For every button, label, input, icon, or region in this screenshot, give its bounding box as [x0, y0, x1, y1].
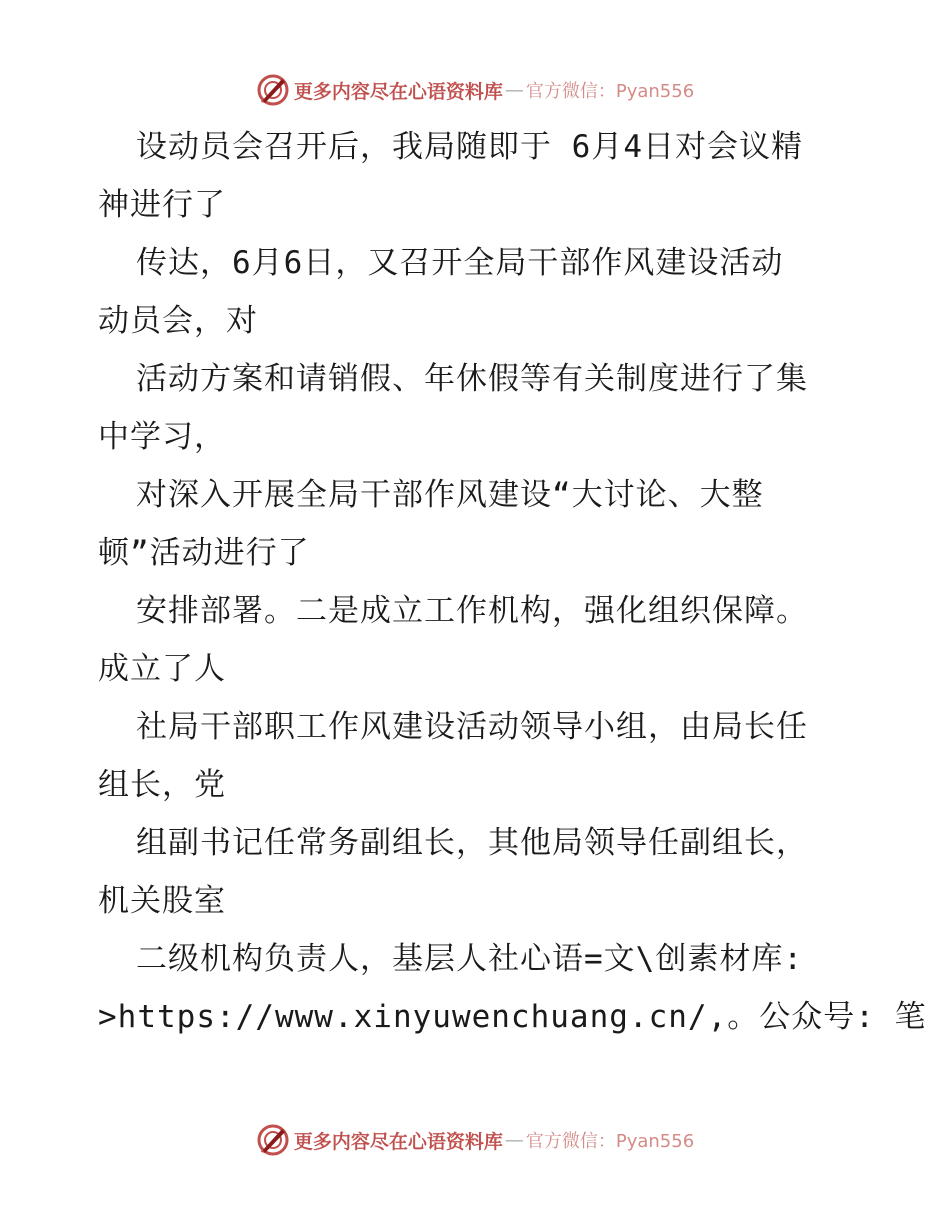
brush-pen-logo-icon: [256, 73, 290, 107]
footer-brand-text: 更多内容尽在心语资料库: [293, 1130, 503, 1153]
header-separator: —: [504, 79, 524, 101]
body-line: 对深入开展全局干部作风建设“大讨论、大整: [136, 477, 764, 513]
page-footer: [0, 1118, 950, 1162]
body-line: 设动员会召开后，我局随即于 6月4日对会议精: [136, 129, 803, 165]
body-line: 组副书记任常务副组长，其他局领导任副组长，: [136, 825, 808, 861]
body-line: 动员会，对: [98, 303, 258, 339]
body-line: 社局干部职工作风建设活动领导小组，由局长任: [136, 709, 808, 745]
body-line: 活动方案和请销假、年休假等有关制度进行了集: [136, 361, 808, 397]
footer-wechat-text: 官方微信：Pyan556: [525, 1131, 695, 1152]
footer-separator: —: [504, 1129, 524, 1151]
body-line: 成立了人: [98, 651, 226, 687]
body-line: 组长，党: [98, 767, 226, 803]
body-line: 顿”活动进行了: [98, 535, 310, 571]
body-line: 安排部署。二是成立工作机构，强化组织保障。: [136, 593, 808, 629]
body-line: 机关股室: [98, 883, 226, 919]
header-wechat-text: 官方微信：Pyan556: [525, 81, 695, 102]
body-line: 神进行了: [98, 187, 226, 223]
header-brand-text: 更多内容尽在心语资料库: [293, 80, 503, 103]
brush-pen-logo-icon: [256, 1123, 290, 1157]
body-line: 中学习，: [98, 419, 226, 455]
body-line: 传达，6月6日，又召开全局干部作风建设活动: [136, 245, 784, 281]
page-header: [0, 68, 950, 112]
body-line: >https://www.xinyuwenchuang.cn/,。公众号: 笔: [98, 999, 927, 1035]
body-line: 二级机构负责人，基层人社心语=文\创素材库:: [136, 941, 803, 977]
document-body: [98, 118, 927, 1046]
